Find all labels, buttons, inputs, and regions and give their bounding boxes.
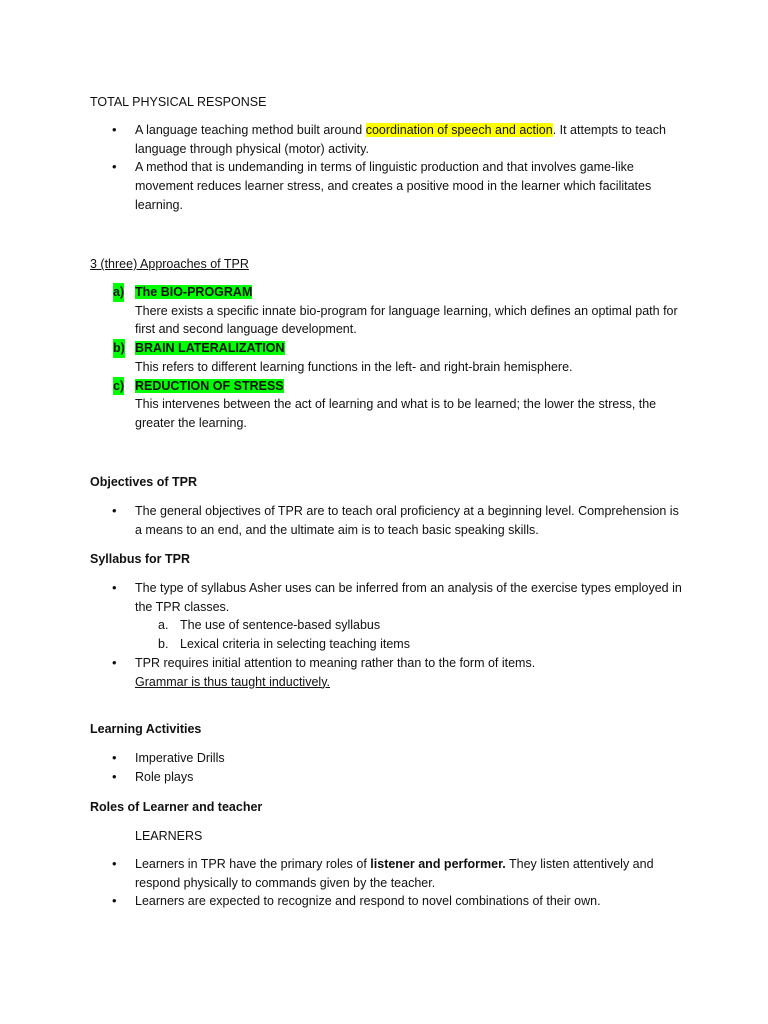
list-item: • The type of syllabus Asher uses can be inferred from an analysis of the exercise types employed in the TPR classes.	[90, 579, 682, 616]
objectives-heading: Objectives of TPR	[90, 475, 197, 489]
highlighted-text: coordination of speech and action	[365, 123, 553, 137]
list-item: • A method that is undemanding in terms of linguistic production and that involves game-like movement reduces learner stress, and creates a positive mood in the learner which facilitates learning.	[90, 158, 682, 214]
list-item: • The general objectives of TPR are to teach oral proficiency at a beginning level. Comprehension is a means to an end, and the ultimate aim is to teach basic speaking skills.	[90, 502, 682, 539]
approach-desc-c: This intervenes between the act of learning and what is to be learned; the lower the stress, the greater the learning.	[135, 397, 657, 430]
roles-list	[90, 855, 682, 911]
roles-heading: Roles of Learner and teacher	[90, 800, 263, 814]
approach-desc-a: There exists a specific innate bio-program for language learning, which defines an optimal path for first and second language development.	[135, 303, 678, 337]
list-item: • A language teaching method built around coordination of speech and action. It attempts to teach language through physical (motor) activity.	[90, 121, 682, 158]
list-item: • Learners are expected to recognize and respond to novel combinations of their own.	[90, 892, 682, 911]
list-item: • Learners in TPR have the primary roles of listener and performer. They listen attentively and respond physically to commands given by the teacher.	[90, 855, 682, 892]
approaches-list	[90, 283, 682, 433]
syllabus-list	[90, 579, 682, 691]
sub-list-item: b. Lexical criteria in selecting teaching items	[158, 637, 410, 652]
approach-title-a: a) The BIO-PROGRAM	[90, 283, 682, 302]
underlined-text: Grammar is thus taught inductively.	[135, 674, 330, 689]
activities-heading: Learning Activities	[90, 722, 202, 736]
list-item: • Role plays	[90, 768, 682, 787]
activities-list	[90, 749, 682, 786]
approach-title-b: b) BRAIN LATERALIZATION	[90, 339, 682, 358]
list-item: • Imperative Drills	[90, 749, 682, 768]
sub-list-item: a. The use of sentence-based syllabus	[158, 618, 381, 633]
objectives-list	[90, 502, 682, 539]
approaches-heading: 3 (three) Approaches of TPR	[90, 257, 249, 271]
approach-desc-b: This refers to different learning functions in the left- and right-brain hemisphere.	[135, 359, 573, 374]
list-item: • TPR requires initial attention to meaning rather than to the form of items. Grammar is thus taught inductively.	[90, 654, 682, 691]
intro-list	[90, 121, 682, 215]
syllabus-heading: Syllabus for TPR	[90, 552, 191, 566]
approach-title-c: c) REDUCTION OF STRESS	[90, 377, 682, 396]
learners-subheading: LEARNERS	[135, 829, 203, 843]
page-title: TOTAL PHYSICAL RESPONSE	[90, 95, 267, 109]
